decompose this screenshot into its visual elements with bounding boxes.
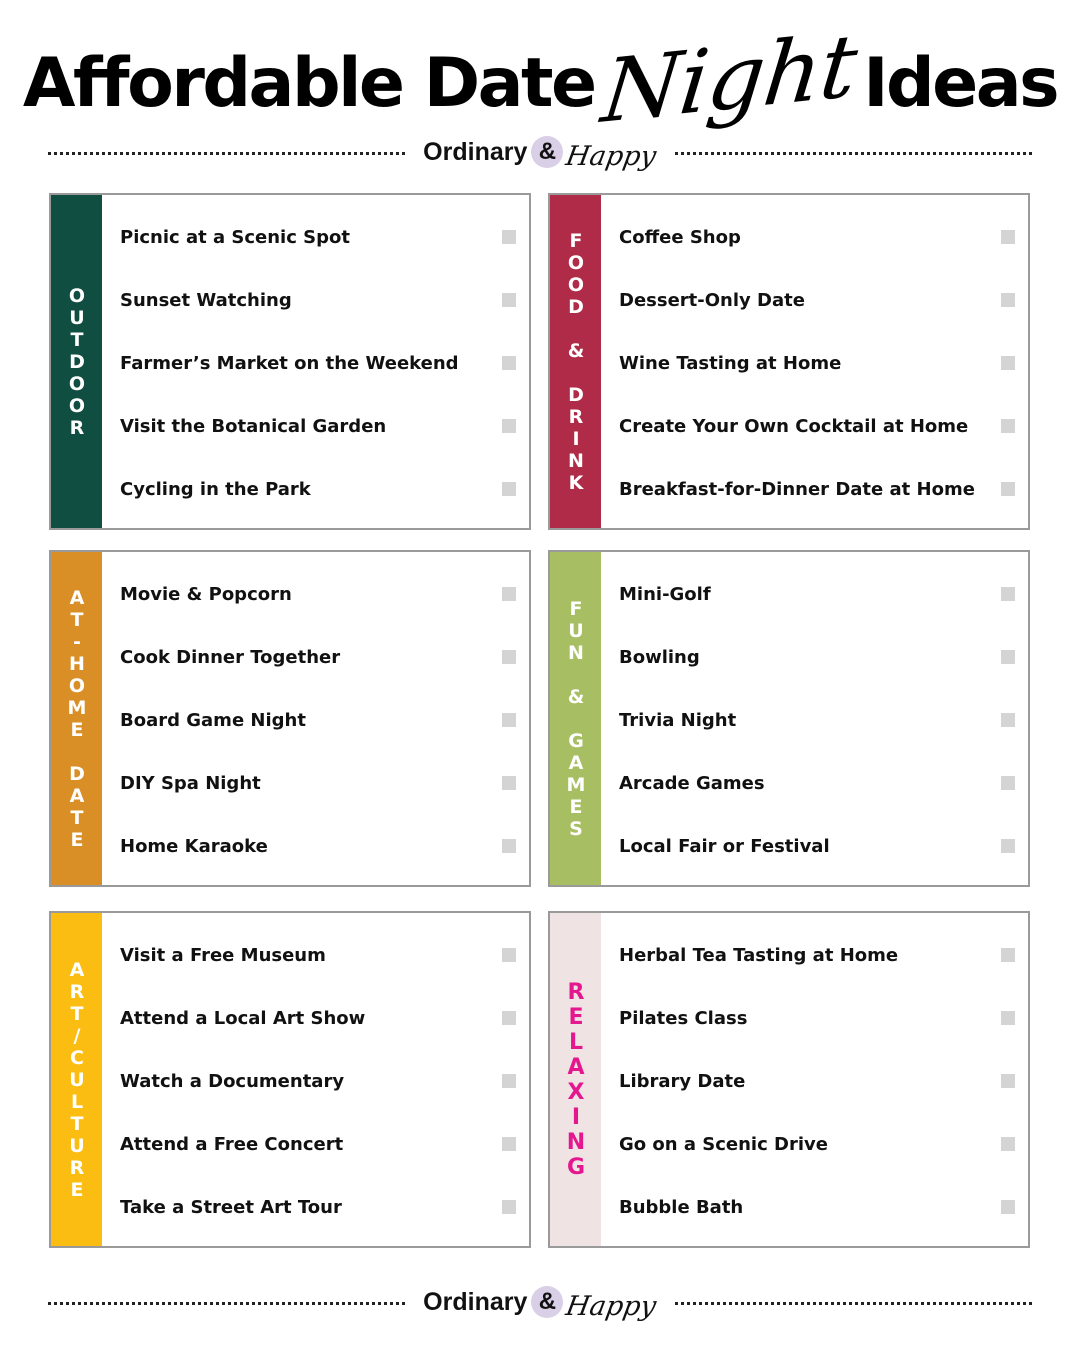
category-band <box>550 552 601 885</box>
item-checkbox[interactable] <box>502 1074 516 1088</box>
item-checkbox[interactable] <box>1001 1011 1015 1025</box>
item-checkbox[interactable] <box>1001 293 1015 307</box>
checklist <box>102 195 529 528</box>
brand-logo-top <box>405 136 675 172</box>
checklist-item <box>601 700 1028 740</box>
item-label: Board Game Night <box>120 709 306 731</box>
category-label: FUN & GAMES <box>565 597 587 840</box>
checklist-item <box>102 469 529 509</box>
item-checkbox[interactable] <box>1001 419 1015 433</box>
category-card-relaxing <box>548 911 1030 1248</box>
category-card-fun-games <box>548 550 1030 887</box>
checklist-item <box>102 406 529 446</box>
category-card-at-home-date <box>49 550 531 887</box>
checklist-item <box>102 1061 529 1101</box>
item-checkbox[interactable] <box>502 650 516 664</box>
item-label: Bowling <box>619 646 700 668</box>
item-checkbox[interactable] <box>502 1011 516 1025</box>
item-checkbox[interactable] <box>1001 713 1015 727</box>
item-label: Home Karaoke <box>120 835 268 857</box>
item-checkbox[interactable] <box>502 713 516 727</box>
item-checkbox[interactable] <box>502 587 516 601</box>
checklist <box>601 195 1028 528</box>
checklist-item <box>102 763 529 803</box>
category-band <box>51 552 102 885</box>
item-checkbox[interactable] <box>1001 587 1015 601</box>
item-label: Watch a Documentary <box>120 1070 345 1092</box>
item-checkbox[interactable] <box>1001 1074 1015 1088</box>
dotted-divider-left <box>48 152 405 155</box>
brand-row-top <box>48 132 1032 172</box>
item-checkbox[interactable] <box>1001 1200 1015 1214</box>
checklist-item <box>601 469 1028 509</box>
checklist <box>601 913 1028 1246</box>
item-label: Cook Dinner Together <box>120 646 341 668</box>
item-label: Bubble Bath <box>619 1196 744 1218</box>
checklist-item <box>601 217 1028 257</box>
checklist-item <box>102 217 529 257</box>
checklist-item <box>601 826 1028 866</box>
item-label: Trivia Night <box>619 709 737 731</box>
category-label: OUTDOOR <box>66 284 88 439</box>
item-label: Take a Street Art Tour <box>120 1196 342 1218</box>
item-label: Go on a Scenic Drive <box>619 1133 828 1155</box>
item-label: Pilates Class <box>619 1007 748 1029</box>
checklist-item <box>601 574 1028 614</box>
item-label: Sunset Watching <box>120 289 292 311</box>
checklist <box>102 913 529 1246</box>
dotted-divider-left <box>48 1302 405 1305</box>
item-label: Visit the Botanical Garden <box>120 415 387 437</box>
brand-logo-bottom <box>405 1286 675 1322</box>
checklist-item <box>601 343 1028 383</box>
item-label: Mini-Golf <box>619 583 711 605</box>
item-checkbox[interactable] <box>1001 839 1015 853</box>
item-label: Library Date <box>619 1070 746 1092</box>
brand-script: Happy <box>563 140 659 172</box>
title-part-1: Affordable Date <box>22 43 595 123</box>
checklist-item <box>102 637 529 677</box>
brand-name: Ordinary <box>423 1287 528 1316</box>
item-label: Create Your Own Cocktail at Home <box>619 415 969 437</box>
checklist-item <box>102 1187 529 1227</box>
item-checkbox[interactable] <box>502 1137 516 1151</box>
item-checkbox[interactable] <box>502 839 516 853</box>
category-label: ART/CULTURE <box>66 958 88 1201</box>
item-label: Attend a Local Art Show <box>120 1007 366 1029</box>
checklist-item <box>102 826 529 866</box>
page-title <box>0 13 1080 148</box>
checklist <box>601 552 1028 885</box>
item-checkbox[interactable] <box>1001 776 1015 790</box>
checklist-item <box>102 280 529 320</box>
item-checkbox[interactable] <box>502 419 516 433</box>
dotted-divider-right <box>675 1302 1032 1305</box>
brand-ampersand: & <box>531 136 563 168</box>
checklist-item <box>601 280 1028 320</box>
checklist-item <box>601 998 1028 1038</box>
category-card-art-culture <box>49 911 531 1248</box>
item-label: Picnic at a Scenic Spot <box>120 226 350 248</box>
item-label: Local Fair or Festival <box>619 835 830 857</box>
item-checkbox[interactable] <box>1001 356 1015 370</box>
item-label: Arcade Games <box>619 772 765 794</box>
checklist-item <box>102 343 529 383</box>
category-card-food-drink <box>548 193 1030 530</box>
item-checkbox[interactable] <box>502 948 516 962</box>
item-checkbox[interactable] <box>1001 230 1015 244</box>
item-label: Movie & Popcorn <box>120 583 292 605</box>
item-checkbox[interactable] <box>502 482 516 496</box>
checklist-item <box>102 574 529 614</box>
checklist-item <box>102 700 529 740</box>
category-band <box>550 913 601 1246</box>
item-label: Attend a Free Concert <box>120 1133 344 1155</box>
item-checkbox[interactable] <box>1001 948 1015 962</box>
category-label: FOOD & DRINK <box>565 229 587 494</box>
category-card-outdoor <box>49 193 531 530</box>
category-band <box>51 913 102 1246</box>
item-checkbox[interactable] <box>1001 482 1015 496</box>
title-part-2: Ideas <box>863 43 1058 123</box>
checklist-item <box>102 935 529 975</box>
item-label: Farmer’s Market on the Weekend <box>120 352 459 374</box>
title-script-word: Night <box>597 13 861 143</box>
checklist-item <box>601 935 1028 975</box>
checklist-item <box>102 1124 529 1164</box>
checklist-item <box>601 1187 1028 1227</box>
item-checkbox[interactable] <box>1001 1137 1015 1151</box>
checklist-item <box>601 1061 1028 1101</box>
item-label: Wine Tasting at Home <box>619 352 842 374</box>
item-label: Herbal Tea Tasting at Home <box>619 944 899 966</box>
item-checkbox[interactable] <box>502 1200 516 1214</box>
brand-name: Ordinary <box>423 137 528 166</box>
category-label: AT-HOME DATE <box>66 586 88 851</box>
item-label: DIY Spa Night <box>120 772 261 794</box>
item-checkbox[interactable] <box>1001 650 1015 664</box>
item-checkbox[interactable] <box>502 776 516 790</box>
brand-row-bottom <box>48 1282 1032 1322</box>
item-label: Breakfast-for-Dinner Date at Home <box>619 478 975 500</box>
category-label: RELAXING <box>563 979 589 1180</box>
item-checkbox[interactable] <box>502 230 516 244</box>
category-band <box>51 195 102 528</box>
item-label: Coffee Shop <box>619 226 741 248</box>
item-checkbox[interactable] <box>502 356 516 370</box>
dotted-divider-right <box>675 152 1032 155</box>
item-checkbox[interactable] <box>502 293 516 307</box>
brand-ampersand: & <box>531 1286 563 1318</box>
category-band <box>550 195 601 528</box>
checklist-item <box>102 998 529 1038</box>
checklist-item <box>601 763 1028 803</box>
item-label: Visit a Free Museum <box>120 944 326 966</box>
item-label: Dessert-Only Date <box>619 289 805 311</box>
checklist-item <box>601 406 1028 446</box>
item-label: Cycling in the Park <box>120 478 311 500</box>
checklist <box>102 552 529 885</box>
brand-script: Happy <box>563 1290 659 1322</box>
checklist-item <box>601 1124 1028 1164</box>
checklist-item <box>601 637 1028 677</box>
